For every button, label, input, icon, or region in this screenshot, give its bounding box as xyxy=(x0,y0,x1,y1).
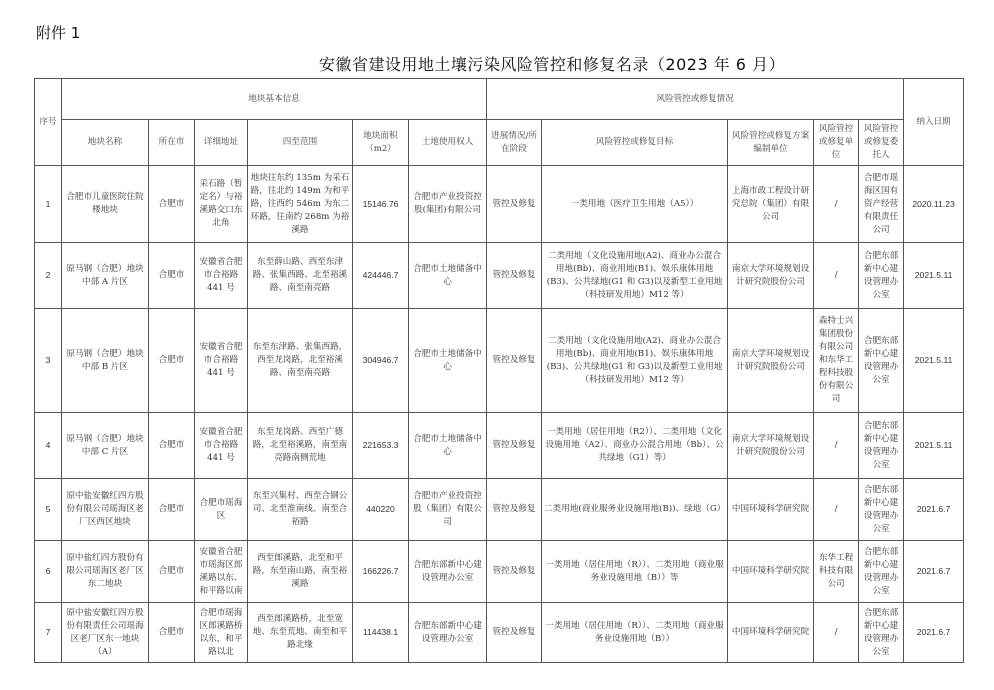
cell-seq: 1 xyxy=(35,166,62,243)
header-name: 地块名称 xyxy=(62,120,149,166)
cell-client: 合肥东部新中心建设管理办公室 xyxy=(859,541,904,603)
cell-seq: 6 xyxy=(35,541,62,603)
attachment-label: 附件 1 xyxy=(36,24,81,42)
cell-boundary: 东至薛山路、西至东津路、张集西路、北至裕溪路、南至南亮路 xyxy=(248,243,353,309)
cell-plan-unit: 南京大学环境规划设计研究院股份公司 xyxy=(728,413,814,479)
table-row xyxy=(35,166,964,243)
cell-city: 合肥市 xyxy=(149,243,195,309)
cell-client: 合肥东部新中心建设管理办公室 xyxy=(859,603,904,663)
cell-city: 合肥市 xyxy=(149,166,195,243)
cell-exec-unit: / xyxy=(814,603,859,663)
cell-exec-unit: 森特士兴集团股份有限公司和东华工程科技股份有限公司 xyxy=(814,309,859,413)
cell-target: 一类用地（居住用地（R））、二类用地（商业服务业设施用地（B）） xyxy=(542,603,728,663)
header-included-date: 纳入日期 xyxy=(904,79,964,166)
cell-area: 440220 xyxy=(353,479,409,541)
header-city: 所在市 xyxy=(149,120,195,166)
cell-city: 合肥市 xyxy=(149,479,195,541)
cell-area: 304946.7 xyxy=(353,309,409,413)
cell-plan-unit: 南京大学环境规划设计研究院股份公司 xyxy=(728,309,814,413)
cell-name: 原马钢（合肥）地块中部 B 片区 xyxy=(62,309,149,413)
cell-name: 原中盐安徽红四方股份有限责任公司瑶海区老厂区东一地块（A） xyxy=(62,603,149,663)
cell-boundary: 西至郎溪路桥，北至宽地、东至荒地、南至和平路北缘 xyxy=(248,603,353,663)
header-plan-unit: 风险管控或修复方案编制单位 xyxy=(728,120,814,166)
remediation-list-table xyxy=(34,78,964,663)
cell-target: 二类用地(商业服务业设施用地(B))、绿地（G） xyxy=(542,479,728,541)
cell-city: 合肥市 xyxy=(149,309,195,413)
cell-target: 一类用地（医疗卫生用地（A5）） xyxy=(542,166,728,243)
cell-owner: 合肥东部新中心建设管理办公室 xyxy=(409,603,487,663)
cell-address: 安徽省合肥市合裕路 441 号 xyxy=(195,413,248,479)
cell-name: 原中盐红四方股份有限公司瑶海区老厂区东二地块 xyxy=(62,541,149,603)
cell-client: 合肥东部新中心建设管理办公室 xyxy=(859,243,904,309)
table-row xyxy=(35,243,964,309)
cell-plan-unit: 中国环境科学研究院 xyxy=(728,603,814,663)
cell-date: 2021.6.7 xyxy=(904,603,964,663)
cell-target: 二类用地（文化设施用地(A2)、商业办公混合用地(Bb)、商业用地(B1)、娱乐康体用地(B3)、公共绿地(G1 和 G3)以及新型工业用地（科技研发用地）M12 等） xyxy=(542,243,728,309)
cell-client: 合肥东部新中心建设管理办公室 xyxy=(859,309,904,413)
cell-area: 15146.76 xyxy=(353,166,409,243)
cell-exec-unit: / xyxy=(814,413,859,479)
cell-stage: 管控及修复 xyxy=(487,603,542,663)
cell-owner: 合肥东部新中心建设管理办公室 xyxy=(409,541,487,603)
cell-date: 2021.6.7 xyxy=(904,479,964,541)
header-target: 风险管控或修复目标 xyxy=(542,120,728,166)
cell-seq: 4 xyxy=(35,413,62,479)
header-stage: 进展情况/所在阶段 xyxy=(487,120,542,166)
cell-stage: 管控及修复 xyxy=(487,309,542,413)
cell-stage: 管控及修复 xyxy=(487,541,542,603)
header-client: 风险管控或修复委托人 xyxy=(859,120,904,166)
cell-name: 原马钢（合肥）地块中部 A 片区 xyxy=(62,243,149,309)
cell-date: 2021.6.7 xyxy=(904,541,964,603)
cell-seq: 7 xyxy=(35,603,62,663)
cell-date: 2021.5.11 xyxy=(904,413,964,479)
table-row xyxy=(35,309,964,413)
cell-stage: 管控及修复 xyxy=(487,413,542,479)
cell-area: 424446.7 xyxy=(353,243,409,309)
cell-boundary: 东至兴集村、西至合钢公司、北至淮南线、南至合裕路 xyxy=(248,479,353,541)
cell-owner: 合肥市土地储备中心 xyxy=(409,309,487,413)
cell-seq: 3 xyxy=(35,309,62,413)
cell-client: 合肥市瑶海区国有资产经营有限责任公司 xyxy=(859,166,904,243)
cell-target: 一类用地（居住用地（R））、二类用地（商业服务业设施用地（B））等 xyxy=(542,541,728,603)
cell-address: 采石路（暂定名）与裕溪路交口东北角 xyxy=(195,166,248,243)
cell-area: 166226.7 xyxy=(353,541,409,603)
cell-name: 合肥市儿童医院住院楼地块 xyxy=(62,166,149,243)
cell-target: 二类用地（文化设施用地(A2)、商业办公混合用地(Bb)、商业用地(B1)、娱乐康体用地(B3)、公共绿地(G1 和 G3)以及新型工业用地（科技研发用地）M12 等） xyxy=(542,309,728,413)
table-row xyxy=(35,479,964,541)
cell-owner: 合肥市土地储备中心 xyxy=(409,413,487,479)
cell-plan-unit: 南京大学环境规划设计研究院股份公司 xyxy=(728,243,814,309)
cell-target: 一类用地（居住用地（R2））、二类用地（文化设施用地（A2）、商业办公混合用地（Bb）、公共绿地（G1）等） xyxy=(542,413,728,479)
cell-name: 原中盐安徽红四方股份有限公司瑶海区老厂区西区地块 xyxy=(62,479,149,541)
table-row xyxy=(35,541,964,603)
cell-stage: 管控及修复 xyxy=(487,243,542,309)
document-title: 安徽省建设用地土壤污染风险管控和修复名录（2023 年 6 月） xyxy=(318,55,786,74)
cell-seq: 2 xyxy=(35,243,62,309)
cell-stage: 管控及修复 xyxy=(487,479,542,541)
cell-exec-unit: / xyxy=(814,243,859,309)
cell-date: 2021.5.11 xyxy=(904,309,964,413)
cell-date: 2021.5.11 xyxy=(904,243,964,309)
cell-boundary: 西至郎溪路，北至和平路，东至南山路，南至裕溪路 xyxy=(248,541,353,603)
cell-city: 合肥市 xyxy=(149,413,195,479)
header-seq: 序号 xyxy=(35,79,62,166)
cell-plan-unit: 中国环境科学研究院 xyxy=(728,479,814,541)
header-area: 地块面积（m2） xyxy=(353,120,409,166)
cell-address: 安徽省合肥市合裕路 441 号 xyxy=(195,309,248,413)
header-exec-unit: 风险管控或修复单位 xyxy=(814,120,859,166)
cell-owner: 合肥市土地储备中心 xyxy=(409,243,487,309)
cell-plan-unit: 中国环境科学研究院 xyxy=(728,541,814,603)
cell-city: 合肥市 xyxy=(149,541,195,603)
header-owner: 土地使用权人 xyxy=(409,120,487,166)
cell-name: 原马钢（合肥）地块中部 C 片区 xyxy=(62,413,149,479)
cell-plan-unit: 上海市政工程设计研究总院（集团）有限公司 xyxy=(728,166,814,243)
cell-area: 114438.1 xyxy=(353,603,409,663)
cell-boundary: 地块往东约 135m 为采石路，往北约 149m 为和平路，往西约 546m 为东二环路，往南约 268m 为裕溪路 xyxy=(248,166,353,243)
cell-address: 安徽省合肥市合裕路 441 号 xyxy=(195,243,248,309)
cell-exec-unit: 东华工程科技有限公司 xyxy=(814,541,859,603)
table-row xyxy=(35,603,964,663)
header-risk-info: 风险管控或修复情况 xyxy=(487,79,904,120)
header-basic-info: 地块基本信息 xyxy=(62,79,487,120)
cell-client: 合肥东部新中心建设管理办公室 xyxy=(859,413,904,479)
cell-address: 合肥市瑶海区郎溪路桥以东，和平路以北 xyxy=(195,603,248,663)
cell-date: 2020.11.23 xyxy=(904,166,964,243)
cell-area: 221653.3 xyxy=(353,413,409,479)
cell-client: 合肥东部新中心建设管理办公室 xyxy=(859,479,904,541)
cell-owner: 合肥市产业投资控股(集团)有限公司 xyxy=(409,166,487,243)
header-boundary: 四至范围 xyxy=(248,120,353,166)
cell-boundary: 东至东津路、张集西路，西至龙岗路，北至裕溪路、南至南亮路 xyxy=(248,309,353,413)
cell-exec-unit: / xyxy=(814,479,859,541)
cell-owner: 合肥市产业投资控股（集团）有限公司 xyxy=(409,479,487,541)
cell-city: 合肥市 xyxy=(149,603,195,663)
cell-exec-unit: / xyxy=(814,166,859,243)
cell-stage: 管控及修复 xyxy=(487,166,542,243)
cell-address: 合肥市瑶海区 xyxy=(195,479,248,541)
table-row xyxy=(35,413,964,479)
cell-boundary: 东至龙岗路、西至广德路，北至裕溪路，南至南亮路南侧荒地 xyxy=(248,413,353,479)
header-address: 详细地址 xyxy=(195,120,248,166)
cell-address: 安徽省合肥市瑶海区郎溪路以东、和平路以南 xyxy=(195,541,248,603)
cell-seq: 5 xyxy=(35,479,62,541)
